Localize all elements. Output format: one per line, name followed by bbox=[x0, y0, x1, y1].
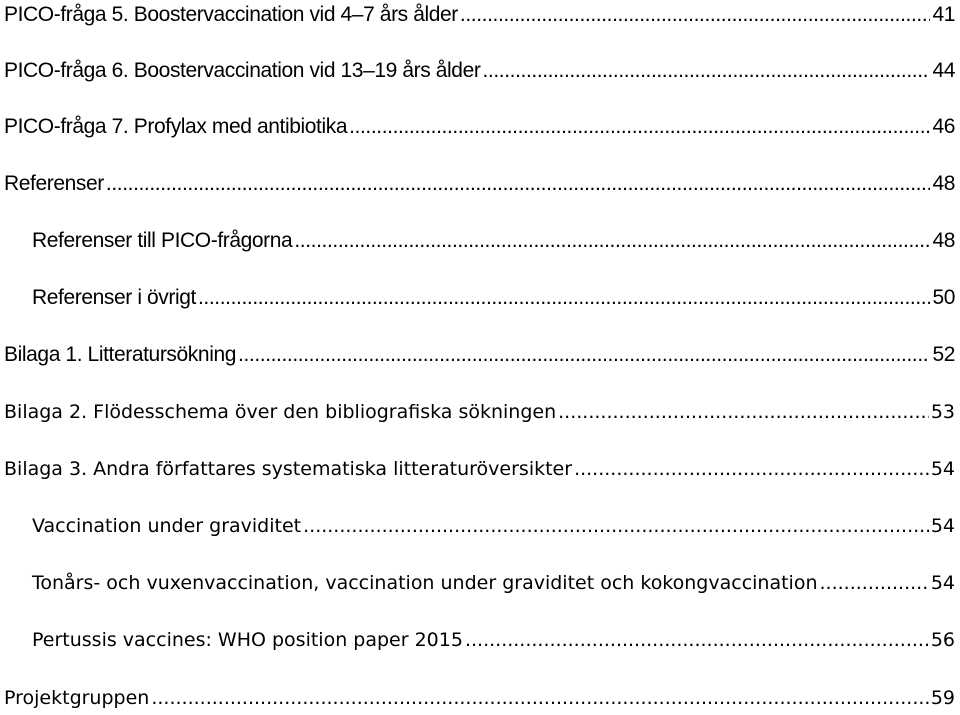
toc-dot-leader bbox=[106, 169, 931, 199]
toc-entry-title: Referenser till PICO-frågorna bbox=[32, 229, 293, 252]
toc-dot-leader bbox=[574, 454, 929, 484]
toc-dot-leader bbox=[151, 683, 928, 713]
toc-entry-title: Referenser i övrigt bbox=[32, 286, 196, 309]
toc-entry-page: 50 bbox=[932, 286, 955, 309]
toc-entry-title: PICO-fråga 7. Profylax med antibiotika bbox=[4, 115, 348, 138]
toc-entry-page: 56 bbox=[930, 629, 955, 651]
toc-entry-page: 54 bbox=[930, 515, 955, 537]
toc-dot-leader bbox=[820, 568, 929, 598]
toc-entry-title: Vaccination under graviditet bbox=[32, 515, 302, 537]
toc-entry-bilaga-2[interactable] bbox=[0, 397, 955, 427]
toc-dot-leader bbox=[482, 56, 930, 86]
toc-entry-pico-6[interactable] bbox=[0, 56, 955, 86]
toc-entry-title: Referenser bbox=[4, 172, 104, 195]
toc-dot-leader bbox=[238, 340, 930, 370]
toc-entry-page: 44 bbox=[932, 59, 955, 82]
toc-entry-page: 52 bbox=[932, 343, 955, 366]
toc-entry-title: Bilaga 1. Litteratursökning bbox=[4, 343, 237, 366]
toc-dot-leader bbox=[558, 397, 929, 427]
toc-entry-bilaga-1[interactable] bbox=[0, 340, 955, 370]
toc-entry-page: 41 bbox=[932, 3, 955, 26]
toc-entry-bilaga-3[interactable] bbox=[0, 454, 955, 484]
toc-entry-title: PICO-fråga 6. Boostervaccination vid 13–19 års ålder bbox=[4, 59, 481, 82]
toc-entry-pico-7[interactable] bbox=[0, 112, 955, 142]
toc-entry-page: 46 bbox=[932, 115, 955, 138]
toc-entry-page: 53 bbox=[930, 401, 955, 423]
toc-entry-tonars-vuxenvaccination[interactable] bbox=[0, 568, 955, 598]
toc-entry-title: Tonårs- och vuxenvaccination, vaccination under graviditet och kokongvaccination bbox=[32, 572, 818, 594]
toc-entry-title: Pertussis vaccines: WHO position paper 2015 bbox=[32, 629, 463, 651]
toc-dot-leader bbox=[303, 511, 929, 541]
toc-dot-leader bbox=[460, 0, 931, 30]
toc-dot-leader bbox=[349, 112, 930, 142]
toc-entry-page: 54 bbox=[930, 458, 955, 480]
toc-entry-pico-5[interactable] bbox=[0, 0, 955, 30]
toc-entry-projektgruppen[interactable] bbox=[0, 683, 955, 713]
toc-dot-leader bbox=[465, 625, 929, 655]
toc-dot-leader bbox=[198, 283, 930, 313]
toc-dot-leader bbox=[294, 226, 930, 256]
toc-entry-page: 48 bbox=[932, 229, 955, 252]
toc-entry-referenser-ovrigt[interactable] bbox=[0, 283, 955, 313]
toc-entry-title: PICO-fråga 5. Boostervaccination vid 4–7 års ålder bbox=[4, 3, 458, 26]
toc-entry-pertussis-who[interactable] bbox=[0, 625, 955, 655]
toc-entry-title: Projektgruppen bbox=[4, 687, 150, 709]
toc-entry-referenser[interactable] bbox=[0, 169, 955, 199]
toc-entry-title: Bilaga 2. Flödesschema över den bibliografiska sökningen bbox=[4, 401, 557, 423]
toc-entry-vaccination-graviditet[interactable] bbox=[0, 511, 955, 541]
toc-entry-page: 54 bbox=[930, 572, 955, 594]
toc-entry-referenser-pico[interactable] bbox=[0, 226, 955, 256]
toc-entry-page: 48 bbox=[932, 172, 955, 195]
toc-entry-title: Bilaga 3. Andra författares systematiska litteraturöversikter bbox=[4, 458, 573, 480]
toc-entry-page: 59 bbox=[930, 687, 955, 709]
